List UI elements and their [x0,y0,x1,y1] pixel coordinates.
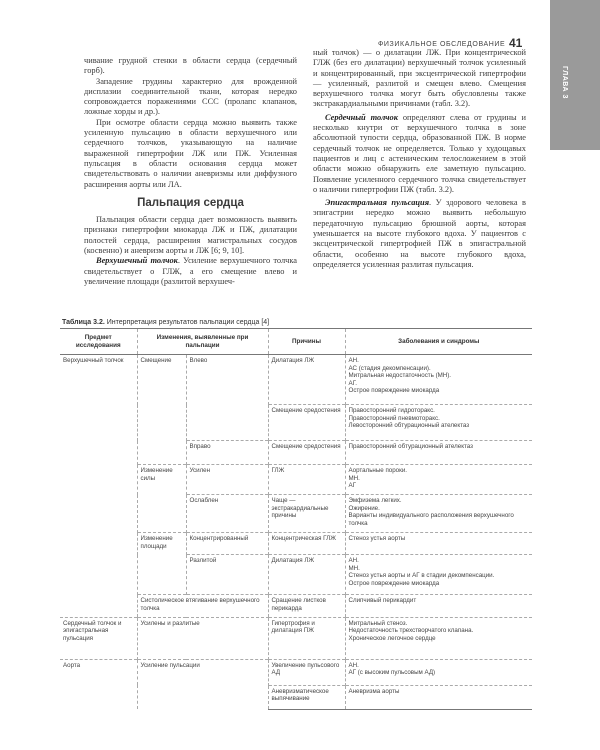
cause-cell: Гипертрофия и дилатация ПЖ [268,617,345,659]
term-epigastric-pulsation: Эпигастральная пульсация [325,198,430,208]
term-apex-beat: Верхушечный толчок [96,256,178,266]
interpretation-table [60,328,532,710]
subject-cell: Сердечный толчок и эпигастральная пульсация [60,617,137,659]
change-detail-cell: Разлитой [186,555,268,595]
disease-cell: Митральный стеноз. Недостаточность трехстворчатого клапана. Хроническое легочное сердце [345,617,532,659]
cause-cell: Концентрическая ГЛЖ [268,533,345,555]
table-caption [62,319,269,326]
left-paragraph-3: При осмотре области сердца можно выявить также усиленную пульсацию в области верхушечного или сердечного толчков, указывающую на наличие выраженной гипертрофии ЛЖ или ПЖ. Усиленная пульсация в области основания сердца может свидетельствовать о наличии аневризмы или диффузного расширения аорты или ЛА. [84,117,297,189]
section-heading: Пальпация сердца [137,196,244,209]
cause-cell: Увеличение пульсового АД [268,659,345,685]
change-category-cell: Усиление пульсации [137,659,268,709]
cause-cell: ГЛЖ [268,465,345,495]
right-paragraph-3 [313,198,526,270]
right-paragraph-2-text: определяют слева от грудины и несколько кнутри от верхушечного толчка в зоне абсолютной тупости сердца, образованной ПЖ. В норме сердечный толчок не определяется. Только у худощавых пациентов и лиц с астеническим телосложением в этой области можно обнаружить еле заметную пульсацию. Появление усиленного сердечного толчка свидетельствует о наличии гипертрофии ПЖ (табл. 3.2). [313,112,526,194]
table-caption-label: Таблица 3.2. [62,319,105,326]
cause-cell: Чаще — экстракардиальные причины [268,495,345,533]
change-category-cell: Изменение площади [137,533,186,595]
disease-cell: Правосторонний гидроторакс. Правосторонний пневмоторакс. Левосторонний обтурационный ателектаз [345,405,532,441]
header-causes: Причины [268,329,345,355]
disease-cell: АН. МН. Стеноз устья аорты и АГ в стадии декомпенсации. Острое повреждение миокарда [345,555,532,595]
chapter-tab-label: ГЛАВА 3 [561,66,568,99]
disease-cell: Правосторонний обтурационный ателектаз [345,441,532,465]
left-column [84,56,297,287]
cause-cell: Смещение средостения [268,405,345,441]
left-paragraph-1: чивание грудной стенки в области сердца (сердечный горб). [84,56,297,76]
subject-cell: Аорта [60,659,137,709]
header-diseases: Заболевания и синдромы [345,329,532,355]
disease-cell: Слипчивый перикардит [345,595,532,617]
cause-cell: Аневризматическое выпячивание [268,685,345,709]
change-detail-cell: Вправо [186,441,268,465]
disease-cell: Аневризма аорты [345,685,532,709]
table-caption-text: Интерпретация результатов пальпации сердца [4] [104,319,270,326]
change-detail-cell: Усилен [186,465,268,495]
table-row [60,617,532,659]
right-paragraph-3-text: . У здорового человека в эпигастрии нередко можно выявить небольшую передаточную пульсацию брюшной аорты, которая уменьшается на высоте глубокого вдоха. У пациентов с эксцентрической гипертрофией ПЖ в эпигастральной области, особенно на высоте глубокого вдоха, определяется усиленная разлитая пульсация. [313,198,526,269]
left-paragraph-2: Западение грудины характерно для врожденной дисплазии соединительной ткани, которая нередко сопровождается поражениями ССС (пролапс клапанов, ложные хорды и др.). [84,76,297,117]
term-heart-beat: Сердечный толчок [325,112,398,122]
cause-cell: Смещение средостения [268,441,345,465]
header-subject: Предмет исследования [60,329,137,355]
disease-cell: Аортальные пороки. МН. АГ [345,465,532,495]
table-row [60,659,532,685]
change-category-cell: Смещение [137,355,186,465]
left-paragraph-4: Пальпация области сердца дает возможность выявить признаки гипертрофии миокарда ЛЖ и ПЖ, дилатации полостей сердца, расширения магистральных сосудов (косвенно) и аневризм аорты и ЛЖ [6; 9, 10]. [84,215,297,256]
subject-cell: Верхушечный толчок [60,355,137,618]
change-category-cell: Изменение силы [137,465,186,533]
table-header-row [60,329,532,355]
change-category-cell: Усилены и разлитые [137,617,268,659]
right-paragraph-1: ный толчок) — о дилатации ЛЖ. При концентрической ГЛЖ (без его дилатации) верхушечный толчок усиленный и концентрированный, при эксцентрической гипертрофии — усиленный, разлитой и смещен влево. Смещения верхушечного толчка могут быть обусловлены также экстракардиальными причинами (табл. 3.2). [313,48,526,109]
cause-cell: Сращение листков перикарда [268,595,345,617]
disease-cell: АН. АС (стадия декомпенсации). Митральная недостаточность (МН). АГ. Острое повреждение миокарда [345,355,532,405]
running-head: ФИЗИКАЛЬНОЕ ОБСЛЕДОВАНИЕ [378,41,506,48]
disease-cell: Стеноз устья аорты [345,533,532,555]
cause-cell: Дилатация ЛЖ [268,355,345,405]
right-column [313,48,526,270]
header-changes: Изменения, выявленные при пальпации [137,329,268,355]
cause-cell: Дилатация ЛЖ [268,555,345,595]
chapter-side-tab [550,0,600,150]
left-paragraph-5-text: . Усиление верхушечного толчка свидетельствует о ГЛЖ, а его смещение влево и увеличение площади (разлитой верхушеч- [84,256,297,286]
change-category-cell: Систолическое втягивание верхушечного толчка [137,595,268,617]
disease-cell: АН. АГ (с высоким пульсовым АД) [345,659,532,685]
table-row [60,355,532,405]
left-paragraph-5 [84,256,297,287]
right-paragraph-2 [313,113,526,195]
change-detail-cell: Ослаблен [186,495,268,533]
disease-cell: Эмфизема легких. Ожирение. Варианты индивидуального расположения верхушечного толчка [345,495,532,533]
change-detail-cell: Концентрированный [186,533,268,555]
page-number: 41 [509,36,523,50]
change-detail-cell: Влево [186,355,268,441]
